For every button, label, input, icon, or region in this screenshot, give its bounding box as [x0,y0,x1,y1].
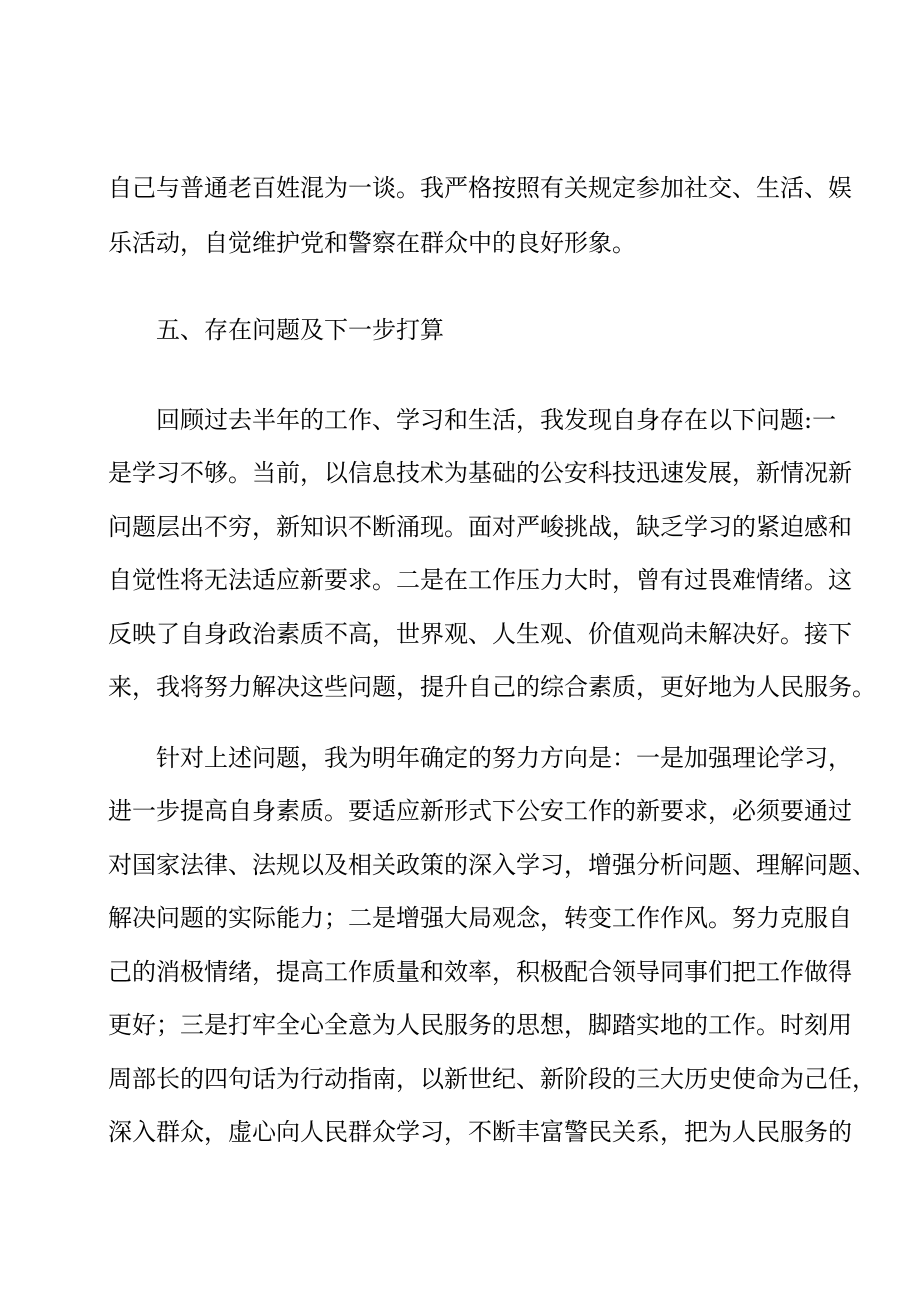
paragraph-3-line-1: 针对上述问题，我为明年确定的努力方向是：一是加强理论学习， [156,744,852,772]
paragraph-2-line-5: 反映了自身政治素质不高，世界观、人生观、价值观尚未解决好。接下 [108,620,852,648]
paragraph-3-line-3: 对国家法律、法规以及相关政策的深入学习，增强分析问题、理解问题、 [108,851,876,879]
paragraph-2-line-6: 来，我将努力解决这些问题，提升自己的综合素质，更好地为人民服务。 [108,673,876,701]
paragraph-3-line-2: 进一步提高自身素质。要适应新形式下公安工作的新要求，必须要通过 [108,797,852,825]
paragraph-3-line-8: 深入群众，虚心向人民群众学习，不断丰富警民关系，把为人民服务的 [108,1118,852,1146]
paragraph-2-line-3: 问题层出不穷，新知识不断涌现。面对严峻挑战，缺乏学习的紧迫感和 [108,513,852,541]
paragraph-1-line-2: 乐活动，自觉维护党和警察在群众中的良好形象。 [108,229,636,257]
paragraph-1-line-1: 自己与普通老百姓混为一谈。我严格按照有关规定参加社交、生活、娱 [108,174,852,202]
paragraph-3-line-4: 解决问题的实际能力；二是增强大局观念，转变工作作风。努力克服自 [108,904,852,932]
paragraph-2-line-4: 自觉性将无法适应新要求。二是在工作压力大时，曾有过畏难情绪。这 [108,566,852,594]
paragraph-3-line-7: 周部长的四句话为行动指南，以新世纪、新阶段的三大历史使命为己任， [108,1065,876,1093]
paragraph-2-line-1: 回顾过去半年的工作、学习和生活，我发现自身存在以下问题:一 [156,406,837,434]
paragraph-3-line-5: 己的消极情绪，提高工作质量和效率，积极配合领导同事们把工作做得 [108,958,852,986]
paragraph-3-line-6: 更好；三是打牢全心全意为人民服务的思想，脚踏实地的工作。时刻用 [108,1011,852,1039]
paragraph-2-line-2: 是学习不够。当前，以信息技术为基础的公安科技迅速发展，新情况新 [108,459,852,487]
section-heading: 五、存在问题及下一步打算 [156,316,444,344]
